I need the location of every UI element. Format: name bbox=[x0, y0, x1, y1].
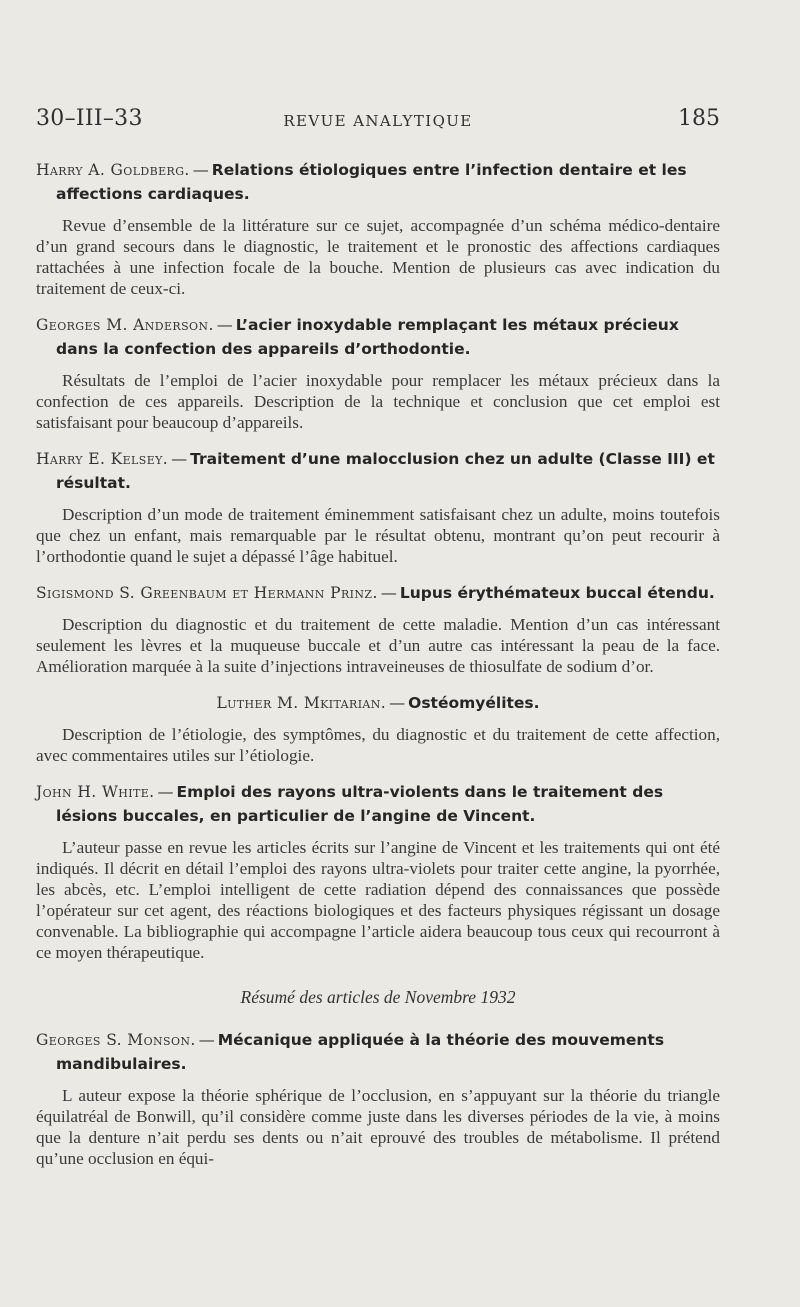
entry-heading: Sigismond S. Greenbaum et Hermann Prinz. — Lupus érythémateux buccal étendu. bbox=[36, 583, 715, 602]
review-entry bbox=[36, 1028, 720, 1169]
entry-summary: Description d’un mode de traitement éminemment satisfaisant chez un adulte, moins toutefois que chez un enfant, mais remarquable par le résultat obtenu, montrant qu’on peut recourir à l’orthodontie quand le sujet a dépassé l’âge habituel. bbox=[36, 505, 720, 566]
entry-heading: Luther M. Mkitarian. — Ostéomyélites. bbox=[216, 693, 540, 712]
review-entry bbox=[36, 581, 720, 677]
entry-heading: Georges S. Monson. — Mécanique appliquée à la théorie des mouvements mandibulaires. bbox=[36, 1030, 665, 1073]
entry-heading: Georges M. Anderson. — L’acier inoxydable remplaçant les métaux précieux dans la confection des appareils d’orthodontie. bbox=[36, 315, 679, 358]
entry-title: L’acier inoxydable remplaçant les métaux précieux dans la confection des appareils d’orthodontie. bbox=[56, 316, 679, 358]
entry-heading: Harry E. Kelsey. — Traitement d’une malocclusion chez un adulte (Classe III) et résultat. bbox=[36, 449, 715, 492]
entry-summary: Résultats de l’emploi de l’acier inoxydable pour remplacer les métaux précieux dans la confection de ces appareils. Description de la technique et conclusion que cet emploi est satisfaisant pour beaucoup d’appareils. bbox=[36, 371, 720, 432]
page-number: 185 bbox=[678, 106, 720, 131]
entry-author: Georges S. Monson. bbox=[36, 1031, 196, 1049]
entry-author: Sigismond S. Greenbaum et Hermann Prinz. bbox=[36, 584, 378, 602]
entry-author: John H. White. bbox=[36, 783, 155, 801]
entry-heading: Harry A. Goldberg. — Relations étiologiques entre l’infection dentaire et les affections cardiaques. bbox=[36, 160, 687, 203]
entry-author: Georges M. Anderson. bbox=[36, 316, 214, 334]
entry-title: Mécanique appliquée à la théorie des mouvements mandibulaires. bbox=[56, 1031, 665, 1073]
entry-title: Lupus érythémateux buccal étendu. bbox=[399, 584, 715, 602]
entry-summary: Description du diagnostic et du traitement de cette maladie. Mention d’un cas intéressant seulement les lèvres et la muqueuse buccale et d’un autre cas intéressant la peau de la face. Amélioration marquée à la suite d’injections intraveineuses de thiosulfate de sodium d’or. bbox=[36, 615, 720, 676]
entry-summary: Revue d’ensemble de la littérature sur ce sujet, accompagnée d’un schéma médico-dentaire d’un grand secours dans le diagnostic, le traitement et le pronostic des affections cardiaques rattachées à une infection focale de la bouche. Mention de plusieurs cas avec indication du traitement de ceux-ci. bbox=[36, 216, 720, 298]
issue-date: 30–III–33 bbox=[36, 106, 143, 131]
entry-title: Emploi des rayons ultra-violents dans le traitement des lésions buccales, en particulier de l’angine de Vincent. bbox=[56, 783, 664, 825]
review-entry bbox=[36, 691, 720, 766]
entry-author: Harry E. Kelsey. bbox=[36, 450, 169, 468]
journal-section-title: REVUE ANALYTIQUE bbox=[283, 112, 473, 130]
entry-summary: L auteur expose la théorie sphérique de l’occlusion, en s’appuyant sur la théorie du triangle équilatréal de Bonwill, qu’il considère comme juste dans les diverses périodes de la vie, à moins que la denture n’ait perdu ses dents ou n’ait eprouvé des troubles de métabolisme. Il prétend qu’une occlusion en équi- bbox=[36, 1086, 720, 1168]
entry-heading: John H. White. — Emploi des rayons ultra-violents dans le traitement des lésions buccales, en particulier de l’angine de Vincent. bbox=[36, 782, 664, 825]
entry-title: Relations étiologiques entre l’infection dentaire et les affections cardiaques. bbox=[56, 161, 687, 203]
entry-title: Ostéomyélites. bbox=[408, 694, 540, 712]
entry-title: Traitement d’une malocclusion chez un adulte (Classe III) et résultat. bbox=[56, 450, 715, 492]
entry-author: Harry A. Goldberg. bbox=[36, 161, 190, 179]
entry-summary: Description de l’étiologie, des symptômes, du diagnostic et du traitement de cette affection, avec commentaires utiles sur l’étiologie. bbox=[36, 725, 720, 765]
review-entry bbox=[36, 780, 720, 963]
section-title: Résumé des articles de Novembre 1932 bbox=[240, 987, 516, 1007]
review-entry bbox=[36, 447, 720, 567]
entry-summary: L’auteur passe en revue les articles écrits sur l’angine de Vincent et les traitements qui ont été indiqués. Il décrit en détail l’emploi des rayons ultra-violets pour traiter cette angine, la pyorrhée, les abcès, etc. L’emploi intelligent de cette radiation dépend des connaissances que possède l’opérateur sur cet agent, des réactions biologiques et des facteurs physiques régissant un dosage convenable. La bibliographie qui accompagne l’article aidera beaucoup tous ceux qui recourront à ce moyen thérapeutique. bbox=[36, 838, 720, 962]
entry-author: Luther M. Mkitarian. bbox=[216, 694, 387, 712]
review-entry bbox=[36, 313, 720, 433]
running-head bbox=[36, 106, 720, 138]
review-entry bbox=[36, 158, 720, 299]
